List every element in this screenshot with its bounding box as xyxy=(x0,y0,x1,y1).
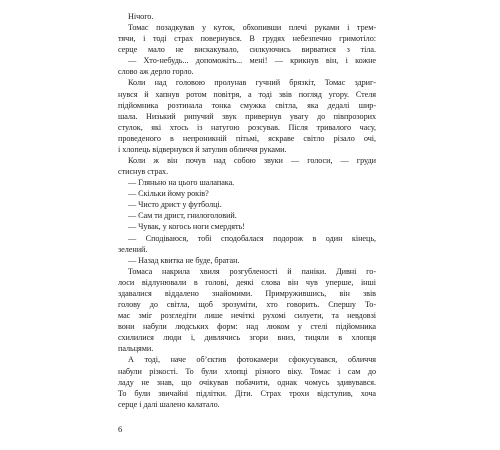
text-line: нувся й хапнув ротом повітря, а тоді звів погляд угору. Стеля xyxy=(118,89,376,99)
text-line: пальцями. xyxy=(118,344,154,354)
body-text xyxy=(118,11,376,410)
text-line: стулок, які хтось із натугою розсував. Після тривалого часу, xyxy=(118,122,376,132)
text-line: тячи, і тоді страх повернувся. В грудях небезпечно гримотіло: xyxy=(118,34,376,44)
text-line: проведеного в непроникній пітьмі, яскраве світло різало очі, xyxy=(118,133,376,143)
text-line: стиснув страх. xyxy=(118,167,169,177)
text-line: серце мало не вискакувало, силкуючись вирватися з тіла. xyxy=(118,45,376,55)
text-line: — Хто-небудь... допоможіть... мені! — крикнув він, і кожне xyxy=(128,56,376,66)
text-line: Томас позадкував у куток, обхопивши плечі руками і трем- xyxy=(128,23,376,33)
text-line: То були звичайні підлітки. Діти. Страх трохи відступив, хоча xyxy=(118,388,376,398)
text-line: схилилися люди і, дивлячись згори вниз, тицяли в хлопця xyxy=(118,333,376,343)
text-line: Коли ж він почув над собою звуки — голоси, — груди xyxy=(128,156,376,166)
text-line: вони набули людських форм: над люком у стелі підйомника xyxy=(118,322,376,332)
text-line: мас зміг розгледіти лише нечіткі рухомі силуети, та невдовзі xyxy=(118,311,376,321)
text-line: — Гляньно на цього шалапака. xyxy=(128,178,235,188)
text-line: А тоді, наче об’єктив фотокамери сфокусувався, обличчя xyxy=(128,355,376,365)
text-line: — Назад квитка не буде, братан. xyxy=(128,255,240,265)
text-line: — Чувак, у когось ноги смердять! xyxy=(128,222,245,232)
text-line: шала. Низький рипучий звук привернув увагу до півпрозорих xyxy=(118,111,376,121)
text-line: голову до світла, щоб зрозуміти, хто говорить. Спершу То- xyxy=(118,300,376,310)
text-line: Коли над головою пролунав гучний брязкіт, Томас здриг- xyxy=(128,78,376,88)
text-line: — Сам ти дрист, гнилоголовий. xyxy=(128,211,237,221)
text-line: ладу не знав, що очікував побачити, однак чомусь здивувався. xyxy=(118,377,376,387)
text-line: — Сподіваюся, тобі сподобалася подорож в один кінець, xyxy=(128,233,376,243)
text-line: слово аж дерло горло. xyxy=(118,67,194,77)
text-line: набули різкості. То були хлопці різного віку. Томас і сам до xyxy=(118,366,376,376)
text-line: зелений. xyxy=(118,244,148,254)
text-line: здавалися віддалено знайомими. Примружившись, він звів xyxy=(118,288,376,298)
text-line: лоси відлунювали в голові, деякі слова він чув уперше, інші xyxy=(118,277,376,287)
text-line: Томаса накрила хвиля розгубленості й паніки. Дивні го- xyxy=(128,266,376,276)
text-line: — Скільки йому років? xyxy=(128,189,209,199)
page-number: 6 xyxy=(118,424,123,434)
text-line: і хлопець відвернувся й затулив обличчя руками. xyxy=(118,144,287,154)
text-line: підйомника розтинала тонка смужка світла, яка дедалі шир- xyxy=(118,100,376,110)
text-line: Нічого. xyxy=(128,12,154,21)
text-line: — Чисто дрист у футболці. xyxy=(128,200,222,210)
text-line: серце і далі шалено калатало. xyxy=(118,399,220,409)
